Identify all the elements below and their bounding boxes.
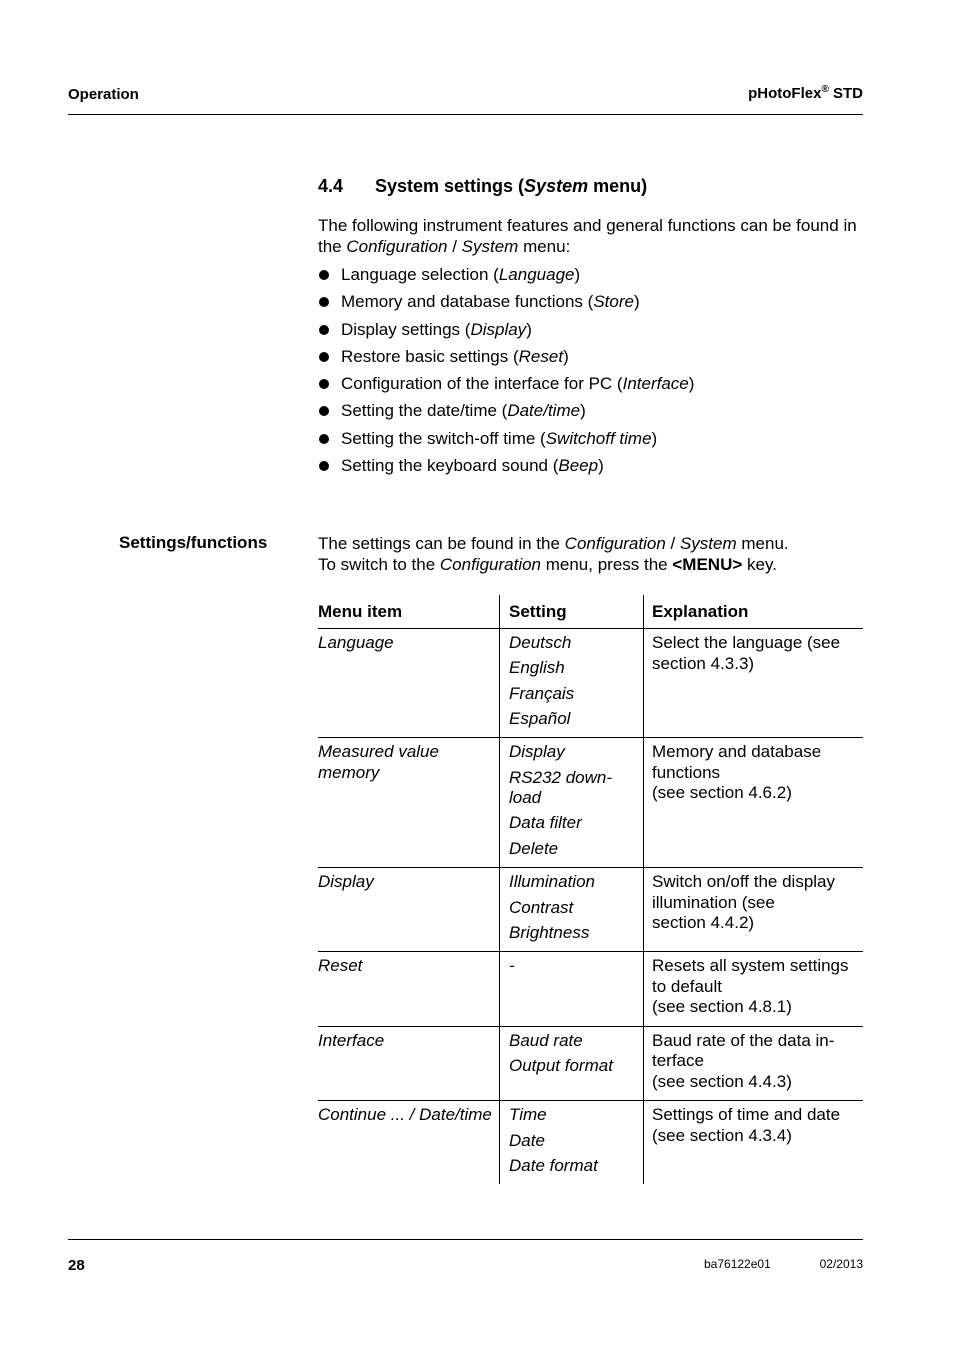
running-header-section: Operation xyxy=(68,86,139,103)
feature-list xyxy=(318,264,694,482)
footer-rule xyxy=(68,1239,863,1240)
setting-option: - xyxy=(509,956,515,976)
setting-option: Date xyxy=(509,1130,545,1150)
bullet-dot-icon xyxy=(319,461,329,471)
section-title-end: menu) xyxy=(588,176,648,196)
explanation-line: Resets all system settings to default xyxy=(652,956,849,996)
bullet-dot-icon xyxy=(319,325,329,335)
explanation-cell xyxy=(644,629,864,738)
setting-option: Delete xyxy=(509,838,559,858)
table-row xyxy=(318,629,863,738)
table-row xyxy=(318,1101,863,1185)
explanation-cell xyxy=(644,738,864,868)
explanation-line: section 4.4.2) xyxy=(652,913,755,933)
explanation-cell xyxy=(644,1026,864,1101)
explanation-line: Memory and database functions xyxy=(652,742,822,782)
table-row xyxy=(318,868,863,952)
explanation-line: (see section 4.8.1) xyxy=(652,997,792,1017)
list-item: Memory and database functions (Store) xyxy=(318,291,694,318)
list-item: Configuration of the interface for PC (Interface) xyxy=(318,373,694,400)
section-heading xyxy=(318,176,647,197)
menu-item-cell: Continue ... / Date/time xyxy=(318,1105,492,1125)
setting-option: English xyxy=(509,658,565,678)
settings-table xyxy=(318,595,863,1184)
setting-option: Baud rate xyxy=(509,1030,583,1050)
menu-key-label: <MENU> xyxy=(672,555,743,574)
setting-option: Display xyxy=(509,742,565,762)
bullet-dot-icon xyxy=(319,406,329,416)
setting-option: Deutsch xyxy=(509,633,572,652)
menu-item-cell: Display xyxy=(318,872,374,892)
intro-paragraph: The following instrument features and general functions can be found in the Configuration / System menu: xyxy=(318,216,857,256)
explanation-line: Switch on/off the display illumination (see xyxy=(652,872,836,912)
explanation-line: (see section 4.4.3) xyxy=(652,1071,792,1091)
explanation-cell xyxy=(644,1101,864,1185)
settings-paragraph: The settings can be found in the Configuration / System menu. To switch to the Configuration menu, press the <MENU> key. xyxy=(318,534,789,574)
menu-item-cell: Language xyxy=(318,633,394,652)
page-number: 28 xyxy=(68,1257,85,1274)
menu-item-cell: Measured value memory xyxy=(318,742,439,782)
product-model: STD xyxy=(828,85,863,102)
column-header-setting: Setting xyxy=(500,595,644,629)
explanation-cell xyxy=(644,868,864,952)
bullet-dot-icon xyxy=(319,352,329,362)
explanation-line: (see section 4.6.2) xyxy=(652,783,792,803)
list-item: Restore basic settings (Reset) xyxy=(318,346,694,373)
setting-option: Brightness xyxy=(509,922,590,942)
setting-option: Illumination xyxy=(509,872,595,892)
bullet-dot-icon xyxy=(319,434,329,444)
setting-option: Contrast xyxy=(509,897,574,917)
product-name: pHotoFlex xyxy=(748,85,822,102)
settings-side-label: Settings/functions xyxy=(119,533,268,552)
explanation-line: Settings of time and date (see section 4.3.4) xyxy=(652,1105,841,1145)
list-item: Setting the keyboard sound (Beep) xyxy=(318,455,694,482)
section-title-text: System settings ( xyxy=(375,176,525,196)
bullet-dot-icon xyxy=(319,270,329,280)
header-rule xyxy=(68,114,863,115)
explanation-line: Baud rate of the data in- terface xyxy=(652,1030,835,1071)
table-header-row xyxy=(318,595,863,629)
document-date: 02/2013 xyxy=(819,1257,863,1271)
explanation-cell xyxy=(644,952,864,1027)
running-header-product xyxy=(748,84,863,102)
column-header-explanation: Explanation xyxy=(644,595,864,629)
list-item: Display settings (Display) xyxy=(318,319,694,346)
setting-option: Français xyxy=(509,683,575,703)
section-title-emphasis: System xyxy=(524,176,589,196)
list-item: Setting the date/time (Date/time) xyxy=(318,400,694,427)
explanation-line: Select the language (see section 4.3.3) xyxy=(652,633,841,673)
setting-cell xyxy=(500,868,644,952)
setting-option: Español xyxy=(509,708,571,728)
setting-option: Time xyxy=(509,1105,547,1125)
list-item: Setting the switch-off time (Switchoff time) xyxy=(318,428,694,455)
setting-option: Data filter xyxy=(509,813,582,833)
setting-cell xyxy=(500,1026,644,1101)
column-header-menu-item: Menu item xyxy=(318,602,403,621)
menu-item-cell: Reset xyxy=(318,956,363,976)
setting-option: Output format xyxy=(509,1056,613,1076)
setting-cell xyxy=(500,1101,644,1185)
table-row xyxy=(318,738,863,868)
table-row xyxy=(318,1026,863,1101)
bullet-dot-icon xyxy=(319,297,329,307)
list-item: Language selection (Language) xyxy=(318,264,694,291)
registered-mark: ® xyxy=(821,84,829,95)
setting-cell xyxy=(500,952,644,1027)
setting-option: Date format xyxy=(509,1155,598,1175)
bullet-dot-icon xyxy=(319,379,329,389)
setting-option: RS232 down- load xyxy=(509,767,613,808)
table-row xyxy=(318,952,863,1027)
section-number: 4.4 xyxy=(318,176,344,196)
menu-item-cell: Interface xyxy=(318,1030,385,1050)
setting-cell xyxy=(500,629,644,738)
document-id: ba76122e01 xyxy=(704,1257,771,1271)
setting-cell xyxy=(500,738,644,868)
